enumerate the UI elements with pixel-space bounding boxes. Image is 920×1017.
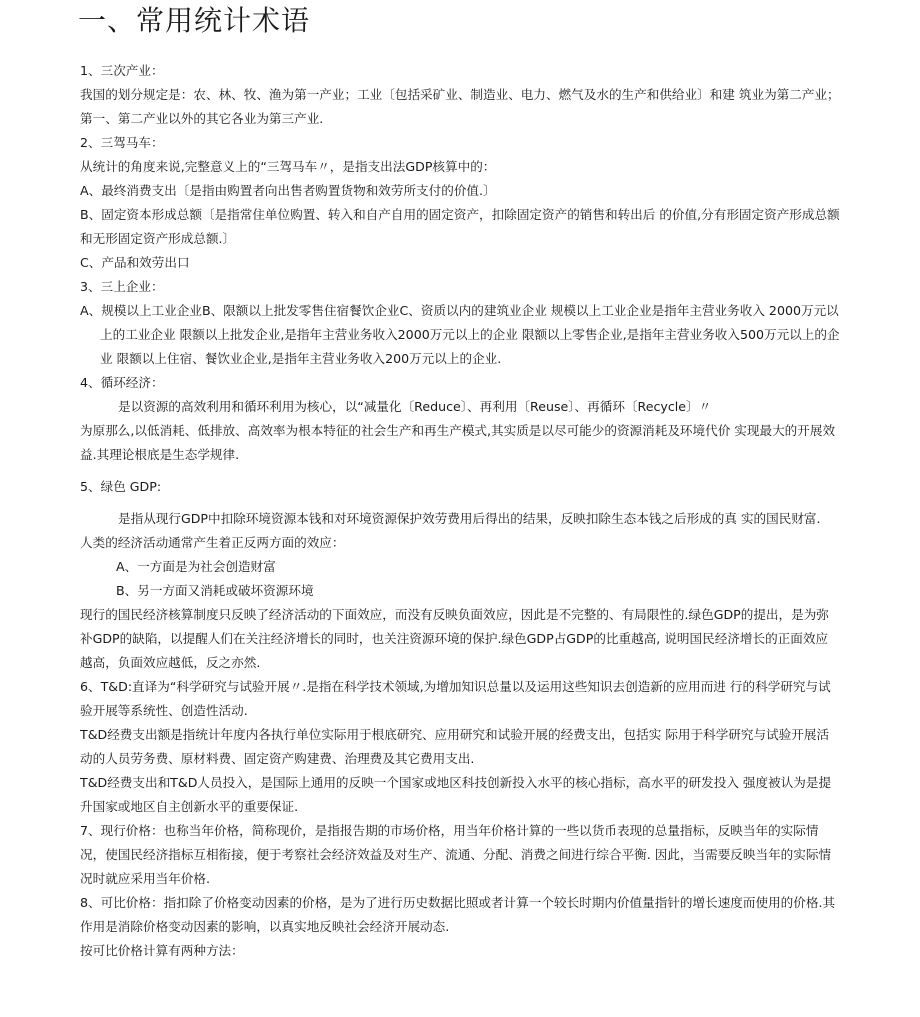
heading-green-gdp: 5、绿色 GDP:	[80, 479, 162, 494]
paragraph-troika-intro: 从统计的角度来说,完整意义上的“三驾马车〃，是指支出法GDP核算中的：	[80, 159, 496, 174]
paragraph-green-gdp: 是指从现行GDP中扣除环境资源本钱和对环境资源保护效劳费用后得出的结果，反映扣除生态本钱之后形成的真 实的国民财富.	[118, 511, 821, 526]
item-final-consumption: A、最终消费支出〔是指由购置者向出售者购置货物和效劳所支付的价值.〕	[80, 183, 496, 198]
paragraph-td-definition: 6、T&D:直译为“科学研究与试验开展〃.是指在科学技术领域,为增加知识总量以及运用这些知识去创造新的应用而进 行的科学研究与试验开展等系统性、创造性活动.	[80, 679, 831, 718]
item-effect-a: A、一方面是为社会创造财富	[116, 559, 276, 574]
item-exports: C、产品和效劳出口	[80, 255, 190, 270]
paragraph-current-price: 7、现行价格：也称当年价格，简称现价，是指报告期的市场价格，用当年价格计算的一些以货币表现的总量指标，反映当年的实际情况，使国民经济指标互相衔接，便于考察社会经济效益及对生产、流通、分配、消费之间进行综合平衡. 因此，当需要反映当年的实际情况时就应采用当年价格.	[80, 823, 832, 886]
item-fixed-capital: B、固定资本形成总额〔是指常住单位购置、转入和自产自用的固定资产，扣除固定资产的销售和转出后 的价值,分有形固定资产形成总额和无形固定资产形成总额.〕	[80, 207, 840, 246]
section-title: 一、常用统计术语	[78, 4, 311, 37]
heading-troika: 2、三驾马车：	[80, 135, 164, 150]
paragraph-td-expenditure: T&D经费支出额是指统计年度内各执行单位实际用于根底研究、应用研究和试验开展的经费支出，包括实 际用于科学研究与试验开展活动的人员劳务费、原材料费、固定资产购建费、治理费及其它费用支出.	[80, 727, 830, 766]
heading-three-industries: 1、三次产业：	[80, 63, 164, 78]
heading-circular-economy: 4、循环经济：	[80, 375, 164, 390]
paragraph-circular-economy-2: 为原那么,以低消耗、低排放、高效率为根本特征的社会生产和再生产模式,其实质是以尽可能少的资源消耗及环境代价 实现最大的开展效益.其理论根底是生态学规律.	[80, 423, 836, 462]
paragraph-above-scale: A、规模以上工业企业B、限额以上批发零售住宿餐饮企业C、资质以内的建筑业企业 规模以上工业企业是指年主营业务收入 2000万元以上的工业企业 限额以上批发企业,是指年主营业务收入2000万元以上的企业 限额以上零售企业,是指年主营业务收入500万元以上的企业 限额以上住宿、餐饮业企业,是指年主营业务收入200万元以上的企业.	[80, 303, 840, 366]
document-page	[80, 0, 840, 963]
paragraph-effects-intro: 人类的经济活动通常产生着正反两方面的效应：	[80, 535, 345, 550]
paragraph-td-input: T&D经费支出和T&D人员投入，是国际上通用的反映一个国家或地区科技创新投入水平的核心指标，高水平的研发投入 强度被认为是提升国家或地区自主创新水平的重要保证.	[80, 775, 832, 814]
paragraph-green-gdp-explain: 现行的国民经济核算制度只反映了经济活动的下面效应，而没有反映负面效应，因此是不完整的、有局限性的.绿色GDP的提出，是为弥补GDP的缺陷，以提醒人们在关注经济增长的同时，也关注资源环境的保护.绿色GDP占GDP的比重越高, 说明国民经济增长的正面效应越高，负面效应越低，反之亦然.	[80, 607, 829, 670]
item-effect-b: B、另一方面又消耗或破坏资源环境	[116, 583, 314, 598]
paragraph-comparable-price: 8、可比价格：指扣除了价格变动因素的价格，是为了进行历史数据比照或者计算一个较长时期内价值量指针的增长速度而使用的价格.其作用是消除价格变动因素的影响，以真实地反映社会经济开展动态.	[80, 895, 836, 934]
heading-above-scale: 3、三上企业：	[80, 279, 164, 294]
paragraph-circular-economy-1: 是以资源的高效利用和循环利用为核心，以“减量化〔Reduce〕、再利用〔Reuse〕、再循环〔Recycle〕〃	[118, 399, 712, 414]
paragraph-two-methods: 按可比价格计算有两种方法：	[80, 943, 244, 958]
paragraph-three-industries: 我国的划分规定是：农、林、牧、渔为第一产业；工业〔包括采矿业、制造业、电力、燃气及水的生产和供给业〕和建 筑业为第二产业；第一、第二产业以外的其它各业为第三产业.	[80, 87, 840, 126]
